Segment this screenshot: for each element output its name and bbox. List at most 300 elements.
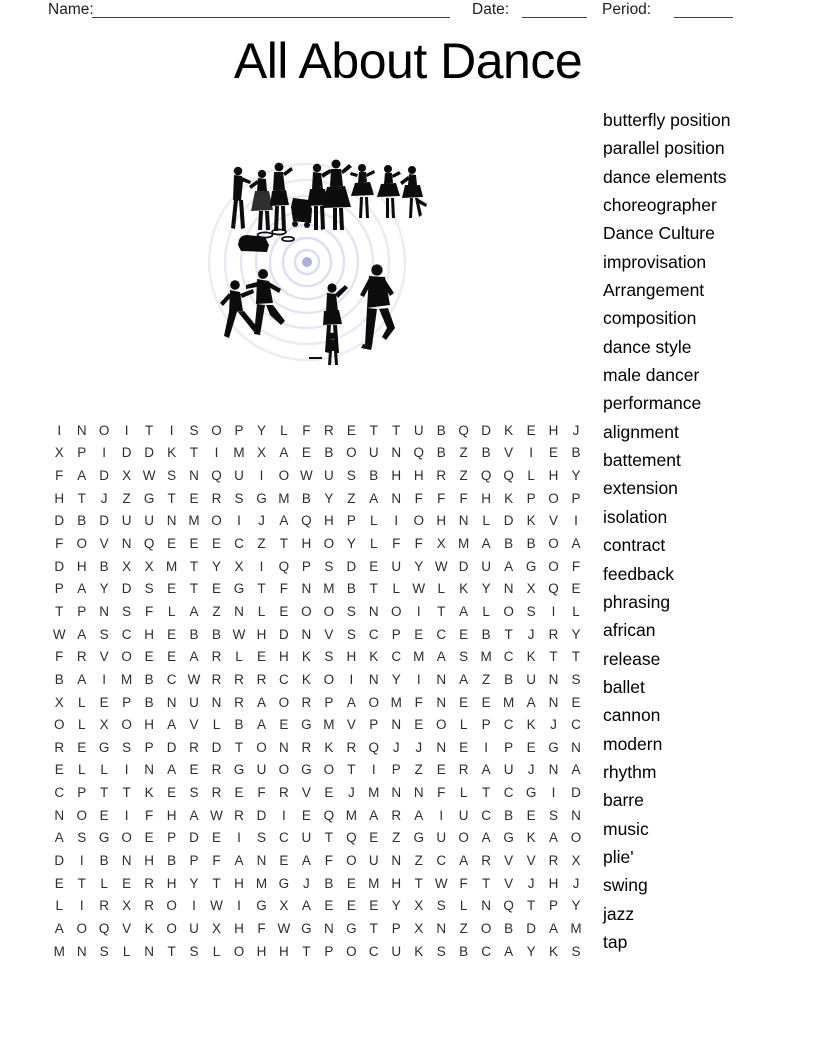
grid-letter: E bbox=[77, 739, 87, 755]
grid-letter: H bbox=[279, 649, 289, 665]
grid-letter: Y bbox=[256, 422, 266, 438]
grid-letter: S bbox=[346, 468, 356, 484]
grid-letter: H bbox=[346, 649, 357, 665]
grid-letter: M bbox=[165, 558, 178, 574]
grid-letter: X bbox=[436, 536, 446, 552]
grid-letter: I bbox=[192, 898, 196, 914]
grid-letter: Q bbox=[368, 739, 380, 755]
grid-letter: T bbox=[504, 626, 513, 642]
grid-letter: G bbox=[256, 898, 267, 914]
grid-letter: G bbox=[525, 558, 537, 574]
grid-letter: V bbox=[189, 717, 199, 733]
grid-letter: X bbox=[571, 852, 581, 868]
grid-letter: Z bbox=[459, 920, 468, 936]
grid-letter: O bbox=[323, 762, 335, 778]
grid-letter: V bbox=[99, 649, 109, 665]
grid-letter: K bbox=[526, 513, 536, 529]
grid-letter: M bbox=[458, 536, 470, 552]
grid-letter: D bbox=[166, 739, 177, 755]
grid-letter: R bbox=[211, 671, 222, 687]
grid-letter: V bbox=[301, 785, 311, 801]
grid-letter: J bbox=[550, 717, 557, 733]
grid-letter: P bbox=[504, 739, 514, 755]
grid-letter: E bbox=[167, 581, 177, 597]
grid-letter: M bbox=[480, 649, 492, 665]
grid-letter: H bbox=[391, 875, 402, 891]
grid-letter: T bbox=[369, 422, 378, 438]
grid-letter: C bbox=[368, 943, 379, 959]
grid-letter: L bbox=[212, 717, 221, 733]
grid-letter: L bbox=[437, 581, 445, 597]
grid-letter: R bbox=[458, 762, 469, 778]
grid-letter: A bbox=[369, 490, 379, 506]
grid-letter: M bbox=[188, 513, 200, 529]
grid-letter: B bbox=[234, 717, 244, 733]
grid-letter: N bbox=[76, 422, 87, 438]
grid-letter: C bbox=[368, 626, 379, 642]
word-item: cannon bbox=[603, 705, 661, 726]
grid-letter: K bbox=[549, 943, 559, 959]
grid-letter: N bbox=[99, 603, 110, 619]
grid-letter: A bbox=[279, 445, 289, 461]
grid-letter: N bbox=[391, 490, 402, 506]
grid-letter: I bbox=[259, 558, 264, 574]
grid-letter: P bbox=[144, 739, 154, 755]
grid-letter: O bbox=[76, 920, 87, 936]
grid-letter: C bbox=[503, 717, 514, 733]
grid-letter: F bbox=[55, 536, 64, 552]
word-item: choreographer bbox=[603, 195, 717, 216]
grid-letter: L bbox=[392, 581, 401, 597]
grid-letter: G bbox=[301, 762, 312, 778]
grid-letter: R bbox=[189, 739, 199, 755]
grid-letter: Z bbox=[347, 490, 356, 506]
grid-letter: N bbox=[503, 581, 514, 597]
grid-letter: E bbox=[189, 490, 199, 506]
grid-letter: E bbox=[481, 694, 491, 710]
grid-letter: A bbox=[549, 920, 559, 936]
grid-letter: D bbox=[571, 785, 581, 801]
grid-letter: A bbox=[549, 830, 559, 846]
grid-letter: X bbox=[212, 920, 222, 936]
grid-letter: E bbox=[189, 536, 199, 552]
grid-letter: P bbox=[77, 785, 87, 801]
grid-letter: T bbox=[549, 649, 558, 665]
grid-letter: E bbox=[324, 785, 334, 801]
grid-letter: G bbox=[233, 581, 245, 597]
grid-letter: F bbox=[302, 422, 311, 438]
grid-letter: W bbox=[300, 468, 313, 484]
grid-letter: U bbox=[189, 694, 199, 710]
grid-letter: K bbox=[526, 649, 536, 665]
date-label: Date: bbox=[472, 1, 510, 18]
grid-letter: J bbox=[527, 762, 535, 778]
grid-letter: N bbox=[301, 626, 312, 642]
grid-letter: O bbox=[548, 536, 559, 552]
word-item: contract bbox=[603, 535, 666, 556]
grid-letter: H bbox=[301, 536, 312, 552]
grid-letter: M bbox=[368, 875, 380, 891]
grid-letter: M bbox=[53, 943, 65, 959]
grid-letter: O bbox=[166, 898, 177, 914]
grid-letter: Y bbox=[346, 536, 356, 552]
grid-letter: N bbox=[121, 536, 132, 552]
grid-letter: J bbox=[572, 875, 580, 891]
grid-letter: N bbox=[571, 807, 581, 823]
grid-letter: R bbox=[211, 762, 222, 778]
grid-letter: N bbox=[481, 898, 492, 914]
grid-letter: O bbox=[570, 830, 582, 846]
word-item: dance elements bbox=[603, 166, 727, 187]
grid-letter: S bbox=[324, 558, 334, 574]
grid-letter: O bbox=[346, 445, 357, 461]
grid-letter: H bbox=[144, 852, 154, 868]
grid-letter: Y bbox=[99, 581, 109, 597]
grid-letter: O bbox=[278, 762, 290, 778]
grid-letter: L bbox=[212, 943, 221, 959]
word-item: alignment bbox=[603, 421, 679, 442]
grid-letter: M bbox=[413, 649, 425, 665]
grid-letter: O bbox=[480, 920, 492, 936]
grid-letter: E bbox=[369, 558, 379, 574]
grid-letter: H bbox=[548, 422, 559, 438]
grid-letter: N bbox=[436, 920, 447, 936]
grid-letter: C bbox=[121, 626, 132, 642]
grid-letter: S bbox=[571, 943, 581, 959]
grid-letter: K bbox=[504, 490, 514, 506]
grid-letter: I bbox=[439, 807, 444, 823]
grid-letter: U bbox=[503, 762, 514, 778]
grid-letter: D bbox=[54, 558, 65, 574]
grid-letter: E bbox=[436, 762, 446, 778]
grid-letter: I bbox=[394, 513, 399, 529]
grid-letter: U bbox=[189, 920, 199, 936]
grid-letter: L bbox=[257, 603, 266, 619]
grid-letter: N bbox=[548, 671, 559, 687]
grid-letter: U bbox=[256, 762, 267, 778]
grid-letter: T bbox=[437, 603, 446, 619]
grid-letter: G bbox=[98, 739, 110, 755]
grid-letter: E bbox=[212, 536, 222, 552]
grid-letter: K bbox=[144, 920, 154, 936]
grid-letter: R bbox=[279, 785, 289, 801]
grid-letter: P bbox=[369, 717, 379, 733]
grid-letter: G bbox=[525, 785, 537, 801]
grid-letter: F bbox=[414, 490, 423, 506]
grid-letter: W bbox=[210, 898, 223, 914]
period-blank-line bbox=[674, 0, 733, 18]
grid-letter: A bbox=[77, 626, 87, 642]
grid-letter: A bbox=[459, 603, 469, 619]
grid-letter: G bbox=[256, 490, 267, 506]
grid-letter: X bbox=[122, 468, 132, 484]
grid-letter: A bbox=[189, 649, 199, 665]
grid-letter: H bbox=[144, 717, 154, 733]
grid-letter: E bbox=[279, 717, 289, 733]
grid-letter: I bbox=[237, 830, 241, 846]
grid-letter: E bbox=[234, 785, 244, 801]
grid-letter: U bbox=[144, 513, 154, 529]
grid-letter: O bbox=[503, 603, 514, 619]
grid-letter: T bbox=[189, 581, 199, 597]
grid-letter: M bbox=[345, 807, 357, 823]
grid-letter: H bbox=[436, 513, 447, 529]
grid-letter: I bbox=[214, 445, 219, 461]
word-list bbox=[603, 106, 730, 956]
word-item: rhythm bbox=[603, 761, 657, 782]
grid-letter: E bbox=[212, 581, 222, 597]
grid-letter: X bbox=[526, 581, 536, 597]
grid-letter: F bbox=[257, 785, 266, 801]
grid-letter: E bbox=[301, 445, 311, 461]
grid-letter: H bbox=[548, 468, 559, 484]
grid-letter: H bbox=[166, 875, 177, 891]
grid-letter: W bbox=[142, 468, 156, 484]
grid-letter: Q bbox=[143, 536, 155, 552]
grid-letter: H bbox=[413, 468, 424, 484]
grid-letter: H bbox=[481, 490, 492, 506]
grid-letter: S bbox=[436, 898, 446, 914]
grid-letter: N bbox=[76, 943, 87, 959]
grid-letter: L bbox=[235, 649, 243, 665]
grid-letter: R bbox=[391, 807, 402, 823]
grid-letter: O bbox=[98, 422, 110, 438]
grid-letter: G bbox=[301, 717, 312, 733]
grid-letter: B bbox=[167, 852, 177, 868]
grid-letter: E bbox=[324, 898, 334, 914]
grid-letter: R bbox=[436, 468, 447, 484]
grid-letter: R bbox=[346, 739, 357, 755]
grid-letter: B bbox=[436, 422, 446, 438]
grid-letter: V bbox=[324, 626, 334, 642]
grid-letter: F bbox=[437, 785, 446, 801]
grid-letter: P bbox=[301, 558, 311, 574]
grid-letter: I bbox=[169, 422, 174, 438]
grid-letter: K bbox=[459, 581, 469, 597]
grid-letter: X bbox=[279, 898, 289, 914]
grid-letter: J bbox=[527, 875, 535, 891]
grid-letter: I bbox=[371, 762, 376, 778]
word-item: feedback bbox=[603, 563, 675, 584]
grid-letter: S bbox=[99, 626, 109, 642]
grid-letter: C bbox=[503, 649, 514, 665]
grid-letter: Q bbox=[98, 920, 110, 936]
name-label: Name: bbox=[48, 1, 94, 18]
grid-letter: K bbox=[167, 445, 177, 461]
grid-letter: F bbox=[437, 490, 446, 506]
grid-letter: B bbox=[324, 875, 334, 891]
grid-letter: S bbox=[526, 603, 536, 619]
word-item: butterfly position bbox=[603, 110, 731, 130]
grid-letter: I bbox=[124, 807, 129, 823]
grid-letter: A bbox=[526, 694, 536, 710]
grid-letter: N bbox=[54, 807, 65, 823]
grid-letter: D bbox=[256, 807, 267, 823]
grid-letter: N bbox=[166, 694, 177, 710]
grid-letter: N bbox=[368, 603, 379, 619]
grid-letter: K bbox=[144, 785, 154, 801]
grid-letter: E bbox=[571, 581, 581, 597]
grid-letter: A bbox=[504, 943, 514, 959]
grid-letter: C bbox=[279, 671, 289, 687]
grid-letter: Y bbox=[324, 490, 334, 506]
grid-letter: P bbox=[324, 694, 334, 710]
grid-letter: E bbox=[167, 649, 177, 665]
grid-letter: N bbox=[391, 445, 402, 461]
grid-letter: X bbox=[122, 558, 132, 574]
word-item: release bbox=[603, 648, 661, 669]
grid-letter: R bbox=[481, 852, 492, 868]
grid-letter: E bbox=[369, 830, 379, 846]
grid-letter: L bbox=[55, 898, 63, 914]
word-item: barre bbox=[603, 790, 644, 811]
grid-letter: S bbox=[324, 649, 334, 665]
grid-letter: R bbox=[211, 649, 222, 665]
grid-letter: T bbox=[189, 445, 199, 461]
grid-letter: W bbox=[277, 920, 291, 936]
grid-letter: S bbox=[256, 830, 266, 846]
word-item: performance bbox=[603, 393, 702, 414]
grid-letter: O bbox=[278, 468, 290, 484]
grid-letter: X bbox=[414, 898, 424, 914]
grid-letter: I bbox=[349, 671, 354, 687]
grid-letter: P bbox=[324, 943, 334, 959]
grid-letter: N bbox=[323, 920, 334, 936]
grid-letter: R bbox=[76, 649, 87, 665]
grid-letter: B bbox=[99, 558, 109, 574]
grid-letter: D bbox=[121, 581, 132, 597]
grid-letter: F bbox=[144, 807, 154, 823]
grid-letter: I bbox=[79, 898, 84, 914]
grid-letter: P bbox=[346, 513, 356, 529]
grid-letter: F bbox=[279, 581, 289, 597]
grid-letter: O bbox=[121, 830, 132, 846]
grid-letter: L bbox=[370, 536, 378, 552]
grid-letter: I bbox=[416, 603, 421, 619]
word-item: tap bbox=[603, 931, 628, 952]
grid-letter: R bbox=[234, 807, 244, 823]
grid-letter: V bbox=[549, 513, 559, 529]
grid-letter: B bbox=[504, 807, 514, 823]
grid-letter: Q bbox=[413, 445, 424, 461]
grid-letter: T bbox=[144, 422, 154, 438]
grid-letter: Z bbox=[414, 762, 423, 778]
grid-letter: X bbox=[122, 898, 132, 914]
grid-letter: O bbox=[346, 943, 357, 959]
grid-letter: C bbox=[481, 807, 492, 823]
grid-letter: H bbox=[76, 558, 87, 574]
grid-letter: H bbox=[279, 943, 289, 959]
grid-letter: B bbox=[481, 626, 491, 642]
page-title: All About Dance bbox=[233, 33, 583, 89]
grid-letter: D bbox=[346, 558, 357, 574]
grid-letter: C bbox=[166, 671, 177, 687]
grid-letter: Q bbox=[503, 468, 514, 484]
grid-letter: O bbox=[548, 490, 559, 506]
grid-letter: H bbox=[234, 875, 244, 891]
grid-letter: Z bbox=[212, 603, 221, 619]
grid-letter: U bbox=[121, 513, 132, 529]
grid-letter: A bbox=[571, 536, 581, 552]
grid-letter: J bbox=[527, 626, 535, 642]
grid-letter: C bbox=[436, 626, 447, 642]
grid-letter: W bbox=[210, 807, 223, 823]
grid-letter: X bbox=[234, 558, 244, 574]
grid-letter: K bbox=[369, 649, 379, 665]
grid-letter: V bbox=[504, 852, 514, 868]
grid-letter: B bbox=[504, 920, 514, 936]
grid-letter: G bbox=[301, 920, 312, 936]
grid-letter: S bbox=[144, 581, 154, 597]
grid-letter: N bbox=[189, 468, 199, 484]
grid-letter: A bbox=[54, 830, 64, 846]
grid-letter: L bbox=[482, 603, 490, 619]
grid-letter: A bbox=[189, 807, 199, 823]
grid-letter: T bbox=[234, 739, 244, 755]
grid-letter: N bbox=[256, 852, 267, 868]
grid-letter: P bbox=[77, 445, 87, 461]
grid-letter: B bbox=[189, 626, 199, 642]
grid-letter: L bbox=[77, 717, 86, 733]
grid-letter: Q bbox=[211, 468, 222, 484]
grid-letter: S bbox=[346, 626, 356, 642]
grid-letter: T bbox=[369, 581, 378, 597]
grid-letter: I bbox=[529, 445, 533, 461]
grid-letter: T bbox=[122, 785, 131, 801]
grid-letter: D bbox=[279, 626, 289, 642]
grid-letter: I bbox=[237, 513, 241, 529]
grid-letter: P bbox=[234, 422, 244, 438]
grid-letter: R bbox=[548, 626, 559, 642]
grid-letter: O bbox=[435, 717, 447, 733]
grid-letter: P bbox=[122, 694, 132, 710]
grid-letter: L bbox=[459, 785, 468, 801]
grid-letter: D bbox=[54, 513, 65, 529]
grid-letter: Y bbox=[571, 898, 581, 914]
grid-letter: G bbox=[233, 762, 245, 778]
grid-letter: N bbox=[234, 603, 244, 619]
grid-letter: N bbox=[121, 852, 132, 868]
grid-letter: S bbox=[189, 422, 199, 438]
grid-letter: O bbox=[323, 603, 335, 619]
grid-letter: U bbox=[458, 807, 469, 823]
grid-letter: G bbox=[413, 830, 424, 846]
grid-letter: I bbox=[551, 603, 556, 619]
grid-letter: N bbox=[279, 739, 289, 755]
grid-letter: X bbox=[256, 445, 266, 461]
grid-letter: B bbox=[144, 671, 154, 687]
grid-letter: C bbox=[481, 943, 492, 959]
grid-letter: Y bbox=[414, 558, 424, 574]
grid-letter: U bbox=[391, 943, 402, 959]
grid-letter: B bbox=[481, 445, 491, 461]
grid-letter: K bbox=[301, 649, 311, 665]
grid-letter: S bbox=[122, 739, 132, 755]
grid-letter: N bbox=[368, 671, 379, 687]
grid-letter: B bbox=[212, 626, 222, 642]
grid-letter: X bbox=[54, 445, 64, 461]
word-item: dance style bbox=[603, 336, 692, 357]
word-item: male dancer bbox=[603, 365, 700, 386]
grid-letter: R bbox=[301, 739, 312, 755]
grid-letter: A bbox=[167, 762, 177, 778]
grid-letter: W bbox=[434, 875, 448, 891]
grid-letter: I bbox=[102, 445, 107, 461]
grid-letter: C bbox=[436, 852, 447, 868]
grid-letter: N bbox=[548, 694, 559, 710]
grid-letter: Z bbox=[257, 536, 266, 552]
grid-letter: Z bbox=[122, 490, 131, 506]
